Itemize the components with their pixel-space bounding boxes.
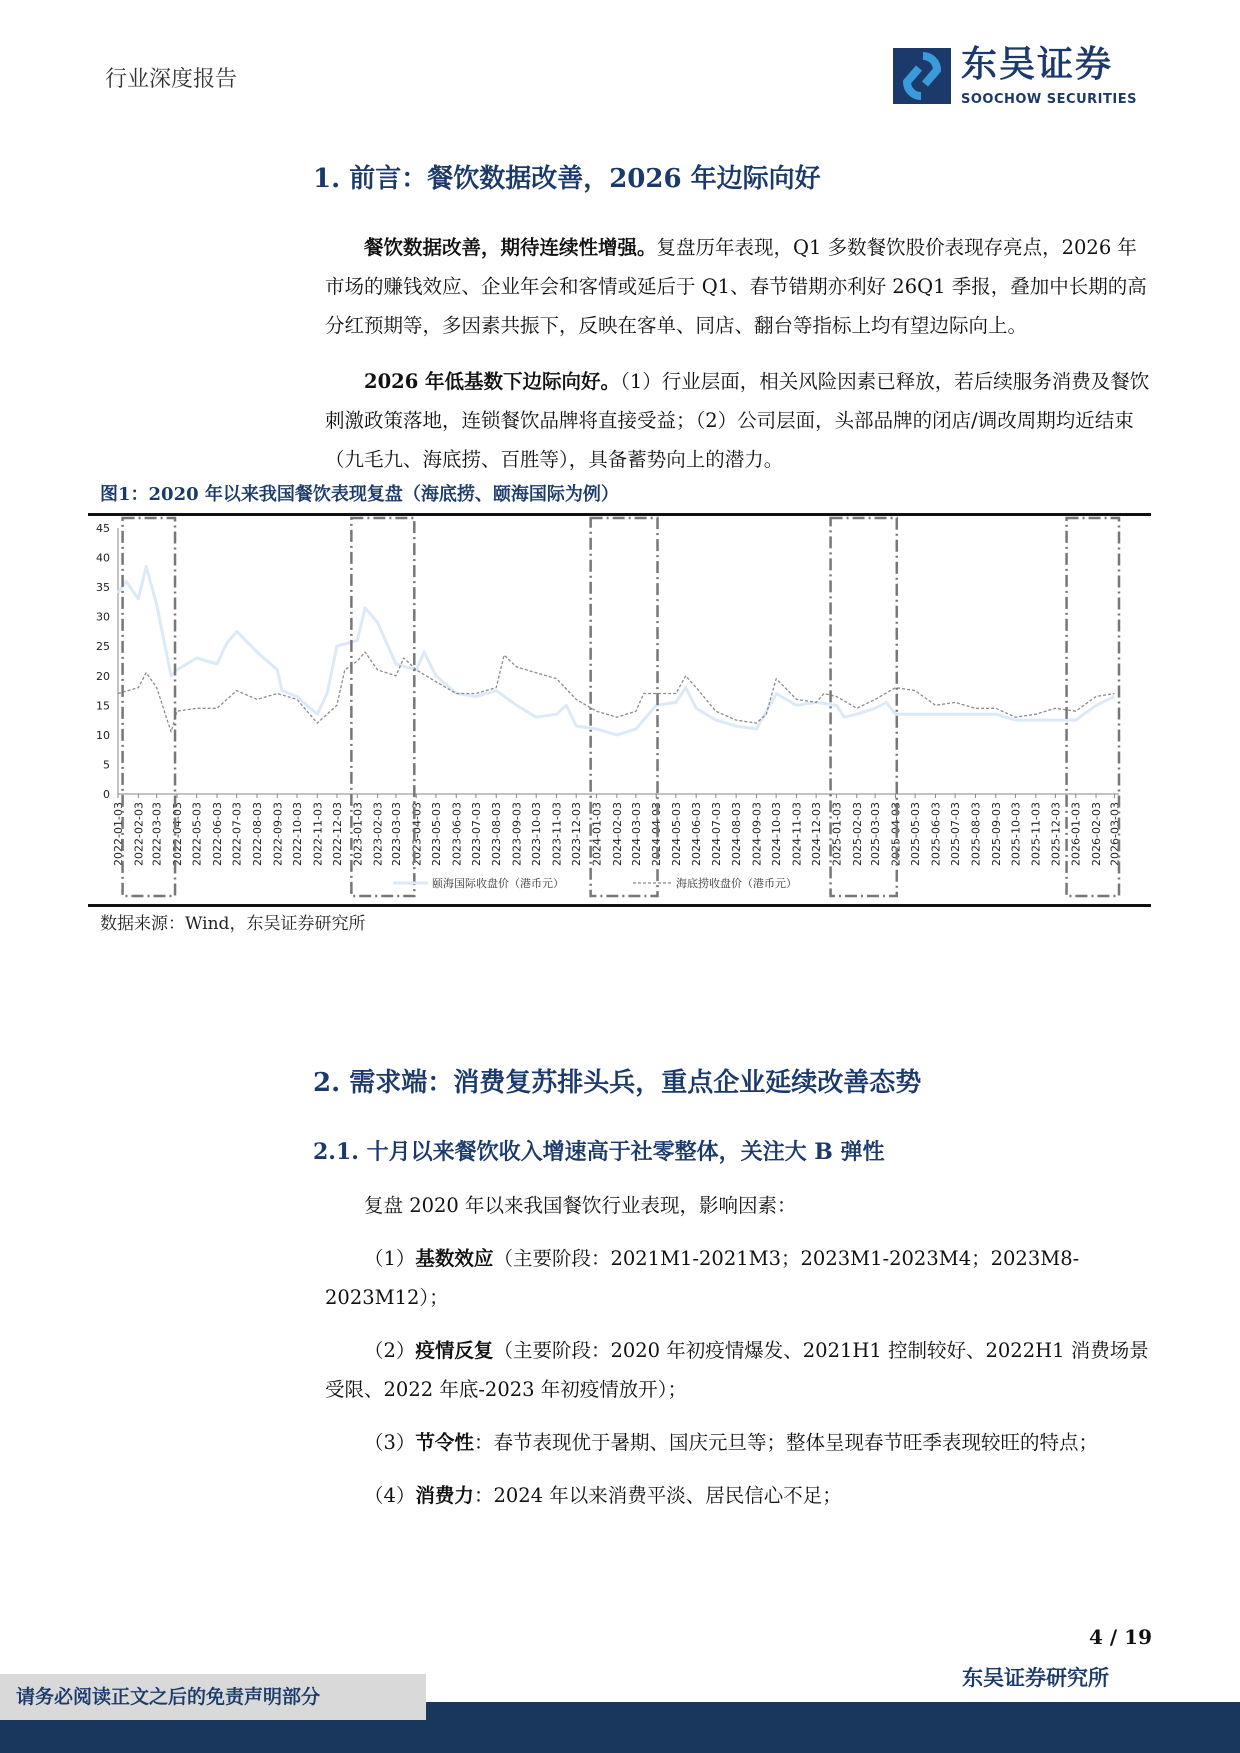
x-tick-label: 2022-04-03	[170, 802, 184, 866]
x-tick-label: 2022-01-03	[112, 802, 125, 866]
x-tick-label: 2024-07-03	[709, 802, 723, 866]
factor-label: 基数效应	[415, 1247, 494, 1270]
x-tick-label: 2025-12-03	[1049, 802, 1063, 866]
section-2-intro: 复盘 2020 年以来我国餐饮行业表现，影响因素：	[364, 1194, 797, 1217]
x-tick-label: 2023-08-03	[490, 802, 504, 866]
x-tick-label: 2025-04-03	[889, 802, 903, 866]
x-tick-label: 2024-03-03	[629, 802, 643, 866]
paragraph-2-lead: 2026 年低基数下边际向好。	[364, 370, 621, 393]
x-tick-label: 2025-09-03	[989, 802, 1003, 866]
factor-text: （主要阶段：2020 年初疫情爆发、2021H1 控制较好、2022H1 消费场景受限、2022 年底-2023 年初疫情放开）；	[325, 1339, 1149, 1401]
factor-text: ：春节表现优于暑期、国庆元旦等；整体呈现春节旺季表现较旺的特点；	[473, 1431, 1098, 1454]
x-tick-label: 2025-05-03	[909, 802, 923, 866]
x-tick-label: 2024-01-03	[590, 802, 604, 866]
paragraph-2	[325, 362, 1151, 479]
x-tick-label: 2024-04-03	[650, 802, 664, 866]
logo-text-cn: 东吴证券	[961, 44, 1114, 85]
x-tick-label: 2022-09-03	[271, 802, 285, 866]
disclaimer-text: 请务必阅读正文之后的免责声明部分	[16, 1686, 321, 1708]
page-body	[0, 160, 1240, 1515]
report-type-label: 行业深度报告	[105, 67, 238, 92]
x-tick-label: 2023-09-03	[510, 802, 524, 866]
page-number: 4 / 19	[1089, 1625, 1152, 1649]
y-tick-label: 40	[96, 551, 110, 565]
y-tick-label: 30	[96, 610, 110, 624]
y-tick-label: 25	[96, 640, 110, 654]
section-2-1-heading: 2.1. 十月以来餐饮收入增速高于社零整体，关注大 B 弹性	[313, 1139, 885, 1165]
factor-item	[325, 1423, 1151, 1462]
logo-mark-icon	[893, 48, 951, 104]
x-tick-label: 2025-03-03	[869, 802, 883, 866]
x-tick-label: 2024-09-03	[750, 802, 764, 866]
paragraph-1	[325, 228, 1151, 345]
x-tick-label: 2023-03-03	[389, 802, 403, 866]
x-tick-label: 2023-10-03	[530, 802, 544, 866]
factor-num: （4）	[364, 1484, 416, 1507]
factor-label: 消费力	[415, 1484, 474, 1507]
factor-text: （主要阶段：2021M1-2021M3；2023M1-2023M4；2023M8-2023M12）；	[325, 1247, 1080, 1309]
y-tick-label: 45	[96, 522, 110, 535]
x-tick-label: 2022-05-03	[190, 802, 204, 866]
x-tick-label: 2025-08-03	[969, 802, 983, 866]
x-tick-label: 2025-01-03	[830, 802, 844, 866]
series-line-0	[118, 566, 1114, 735]
x-tick-label: 2024-10-03	[770, 802, 784, 866]
x-tick-label: 2022-10-03	[290, 802, 304, 866]
x-tick-label: 2022-06-03	[210, 802, 224, 866]
x-tick-label: 2024-11-03	[790, 802, 804, 866]
x-tick-label: 2025-06-03	[929, 802, 943, 866]
x-tick-label: 2025-07-03	[949, 802, 963, 866]
factor-label: 疫情反复	[415, 1339, 494, 1362]
x-tick-label: 2022-11-03	[311, 802, 325, 866]
y-tick-label: 15	[96, 699, 110, 713]
x-tick-label: 2024-05-03	[669, 802, 683, 866]
x-tick-label: 2024-08-03	[730, 802, 744, 866]
x-tick-label: 2023-02-03	[371, 802, 385, 866]
x-tick-label: 2023-01-03	[351, 802, 365, 866]
x-tick-label: 2024-12-03	[810, 802, 824, 866]
y-tick-label: 5	[103, 758, 110, 772]
x-tick-label: 2022-12-03	[330, 802, 344, 866]
y-tick-label: 35	[96, 581, 110, 595]
x-tick-label: 2023-05-03	[429, 802, 443, 866]
x-tick-label: 2024-06-03	[690, 802, 704, 866]
factor-num: （3）	[364, 1431, 416, 1454]
x-tick-label: 2022-02-03	[132, 802, 146, 866]
x-tick-label: 2023-06-03	[450, 802, 464, 866]
x-tick-label: 2026-02-03	[1090, 802, 1104, 866]
factor-label: 节令性	[415, 1431, 474, 1454]
paragraph-1-lead: 餐饮数据改善，期待连续性增强。	[364, 236, 657, 259]
paragraph-2-text: （1）行业层面，相关风险因素已释放，若后续服务消费及餐饮刺激政策落地，连锁餐饮品牌将直接受益；（2）公司层面，头部品牌的闭店/调改周期均近结束（九毛九、海底捞、百胜等），具备蓄势向上的潜力。	[325, 370, 1150, 471]
section-2-heading: 2. 需求端：消费复苏排头兵，重点企业延续改善态势	[313, 1068, 922, 1098]
disclaimer-box	[0, 1674, 426, 1720]
x-tick-label: 2023-04-03	[410, 802, 424, 866]
stock-price-chart	[88, 516, 1151, 904]
y-tick-label: 0	[103, 788, 110, 801]
x-tick-label: 2026-03-03	[1108, 802, 1122, 866]
legend-label-1: 海底捞收盘价（港币元）	[676, 877, 797, 890]
factor-item	[325, 1476, 1151, 1515]
section-1-heading: 1. 前言：餐饮数据改善，2026 年边际向好	[313, 164, 821, 194]
x-tick-label: 2025-10-03	[1009, 802, 1023, 866]
factor-num: （2）	[364, 1339, 416, 1362]
x-tick-label: 2023-12-03	[570, 802, 584, 866]
footer-org: 东吴证券研究所	[962, 1665, 1109, 1690]
x-tick-label: 2022-08-03	[250, 802, 264, 866]
x-tick-label: 2025-11-03	[1029, 802, 1043, 866]
x-tick-label: 2023-11-03	[550, 802, 564, 866]
x-tick-label: 2023-07-03	[469, 802, 483, 866]
factor-item	[325, 1239, 1151, 1317]
logo-text-en: SOOCHOW SECURITIES	[961, 92, 1137, 107]
y-tick-label: 20	[96, 669, 110, 683]
x-tick-label: 2026-01-03	[1069, 802, 1083, 866]
x-tick-label: 2022-03-03	[150, 802, 164, 866]
x-tick-label: 2022-07-03	[230, 802, 244, 866]
figure-bottom-rule	[88, 904, 1151, 907]
company-logo	[893, 44, 1173, 112]
x-tick-label: 2025-02-03	[850, 802, 864, 866]
figure-source: 数据来源：Wind，东吴证券研究所	[100, 914, 366, 934]
figure-title: 图1：2020 年以来我国餐饮表现复盘（海底捞、颐海国际为例）	[100, 484, 619, 505]
x-tick-label: 2024-02-03	[610, 802, 624, 866]
factor-num: （1）	[364, 1247, 416, 1270]
factor-item	[325, 1331, 1151, 1409]
y-tick-label: 10	[96, 728, 110, 742]
series-line-1	[118, 652, 1114, 732]
paragraph-1-text: 复盘历年表现，Q1 多数餐饮股价表现存亮点，2026 年市场的赚钱效应、企业年会和客情或延后于 Q1、春节错期亦利好 26Q1 季报，叠加中长期的高分红预期等，多因素共振下，反映在客单、同店、翻台等指标上均有望边际向上。	[325, 236, 1147, 337]
factor-text: ：2024 年以来消费平淡、居民信心不足；	[473, 1484, 842, 1507]
legend-label-0: 颐海国际收盘价（港币元）	[432, 877, 564, 890]
